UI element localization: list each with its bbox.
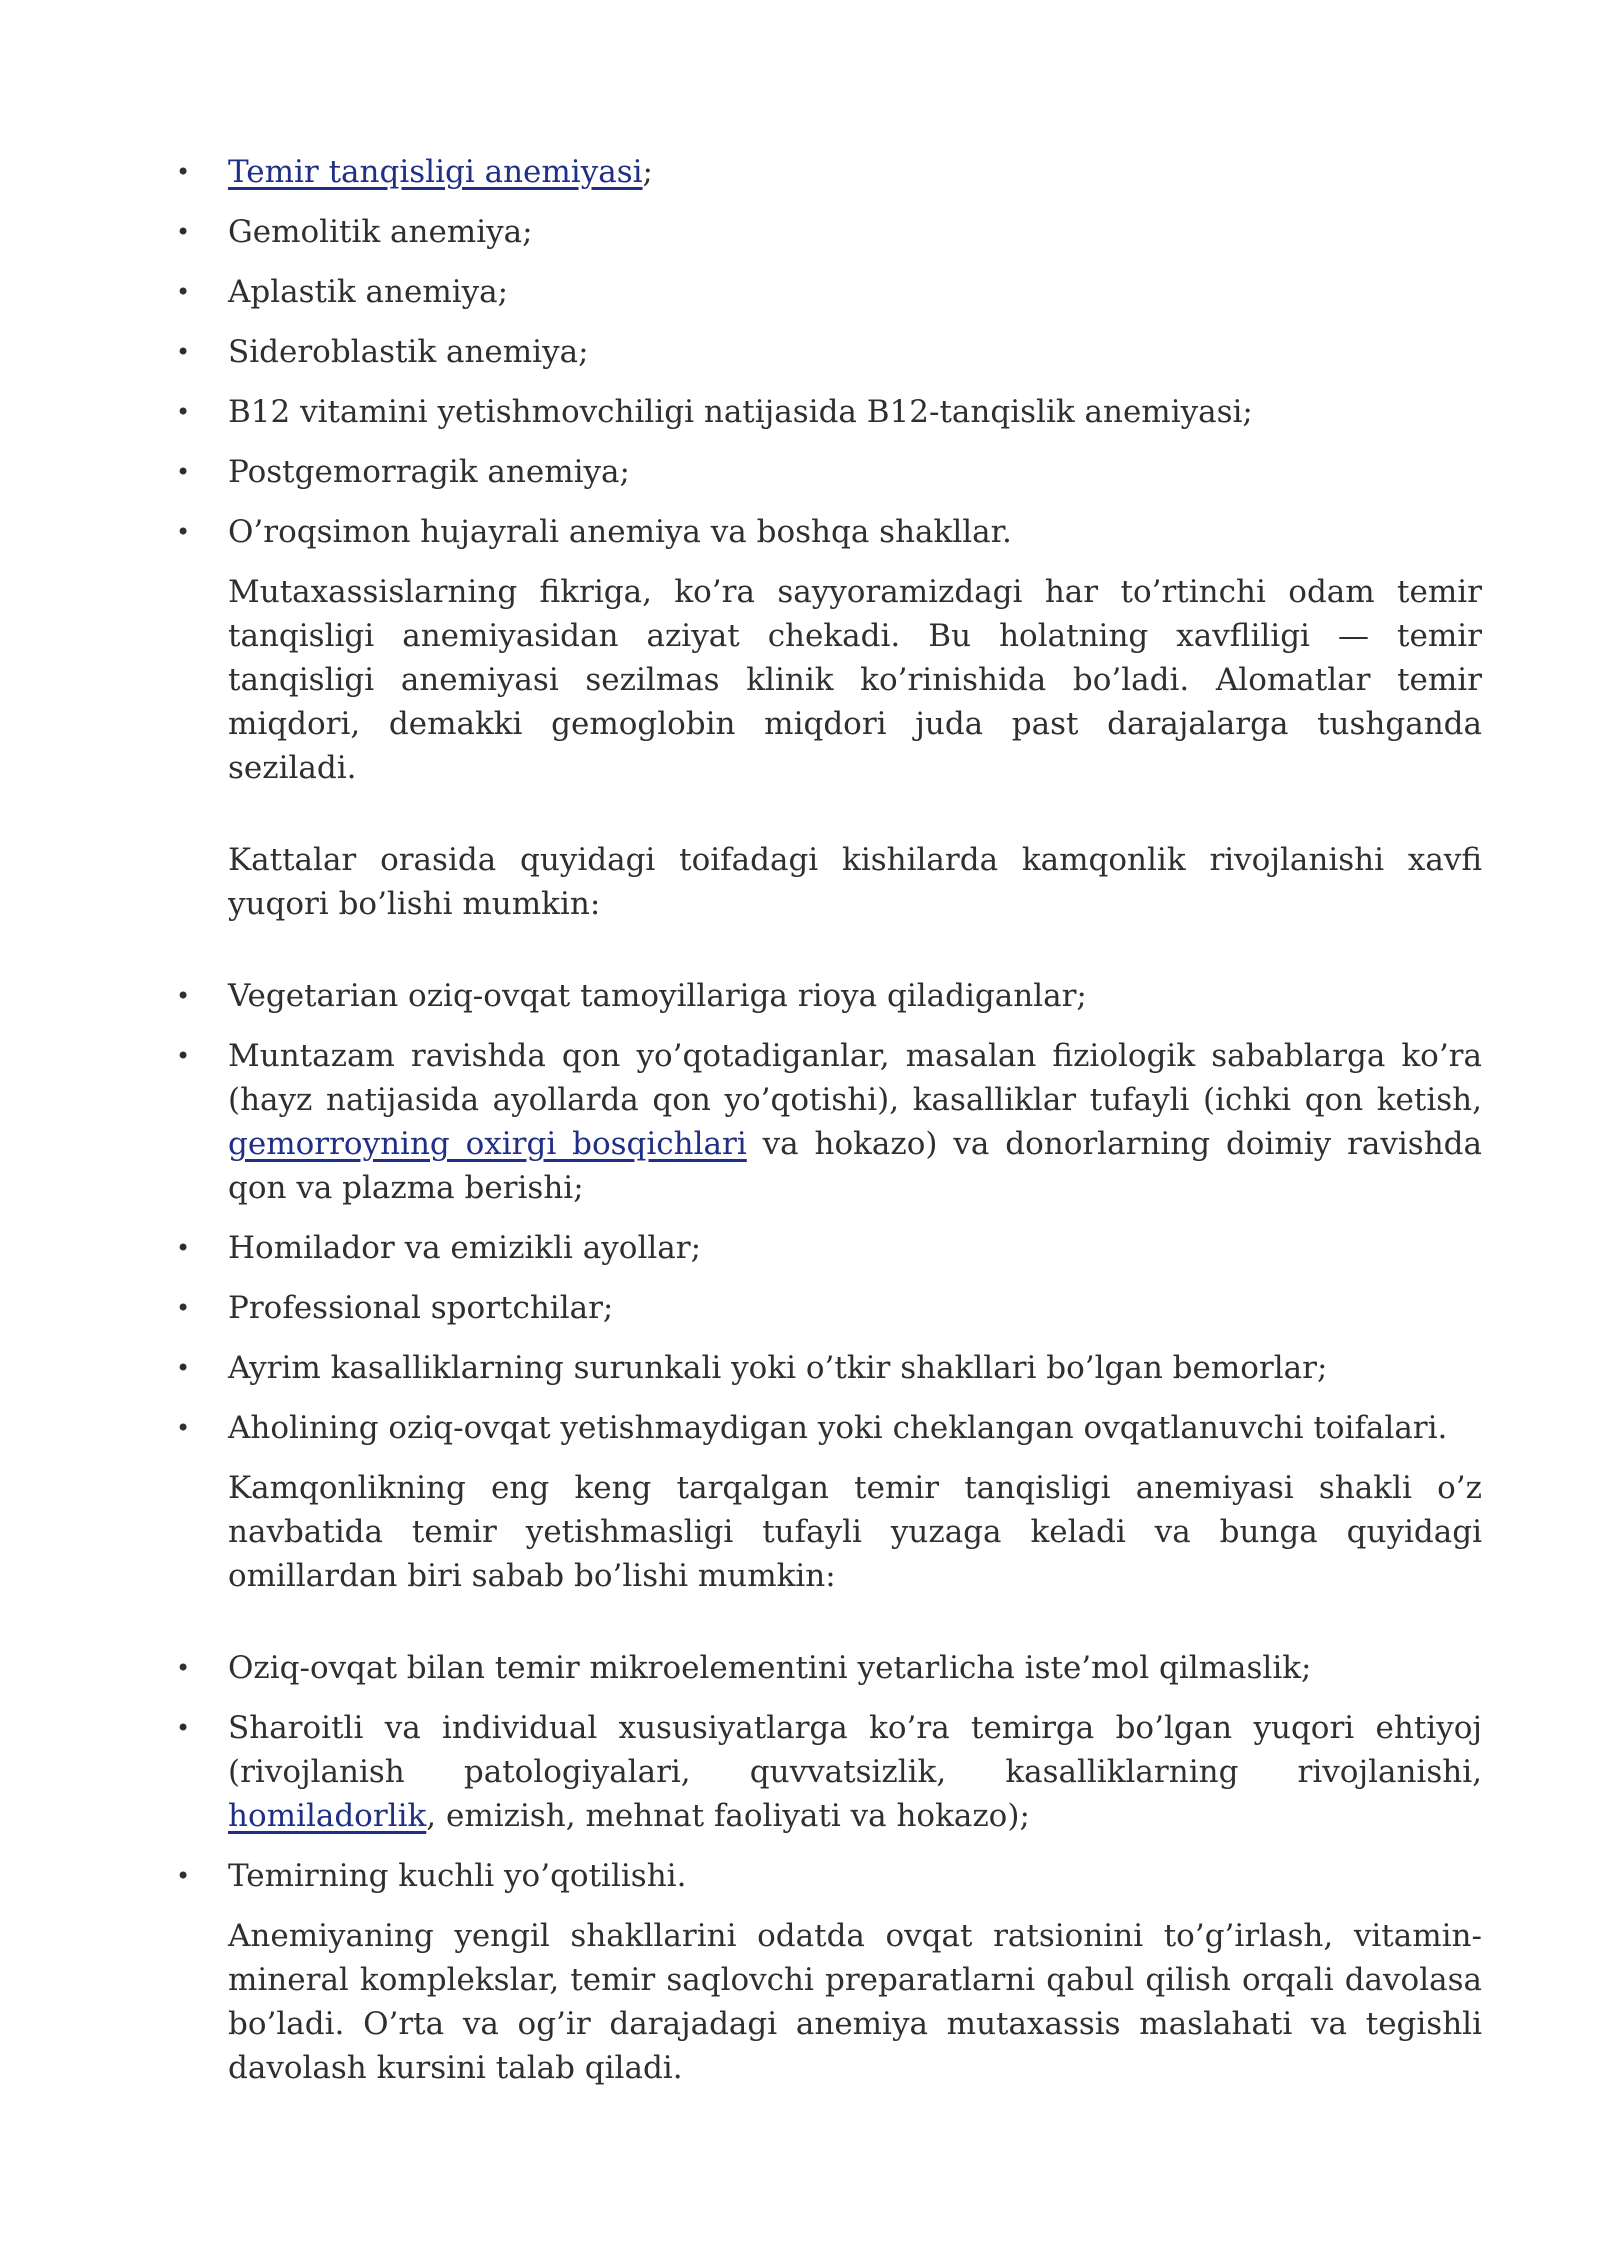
list-item [0, 210, 1600, 254]
list-item-text: Oziq-ovqat bilan temir mikroelementini yetarlicha iste’mol qilmaslik; [228, 1650, 1312, 1686]
list-item [0, 1034, 1600, 1210]
bullet: • [176, 1294, 191, 1322]
bullet: • [176, 1654, 191, 1682]
iron-deficiency-anemia-link[interactable]: Temir tanqisligi anemiyasi [228, 154, 643, 190]
list-item [0, 1646, 1600, 1690]
paragraph-expert-opinion: Mutaxassislarning fikriga, ko’ra sayyoramizdagi har to’rtinchi odam temir tanqisligi anemiyasidan aziyat chekadi. Bu holatning xavfliligi — temir tanqisligi anemiyasi sezilmas klinik ko’rinishida bo’ladi. Alomatlar temir miqdori, demakki gemoglobin miqdori juda past darajalarga tushganda seziladi. [228, 574, 1482, 786]
list-item [0, 1706, 1600, 1838]
bullet: • [176, 1414, 191, 1442]
list-item-text: ; [642, 154, 653, 190]
list-item [0, 1854, 1600, 1898]
list-item [0, 450, 1600, 494]
bullet: • [176, 1862, 191, 1890]
list-item-text: Homilador va emizikli ayollar; [228, 1230, 702, 1266]
anemia-types-list [0, 150, 1600, 554]
list-item [0, 974, 1600, 1018]
list-item [0, 270, 1600, 314]
bullet: • [176, 398, 191, 426]
list-item-text: Gemolitik anemiya; [228, 214, 533, 250]
list-item-text: Aholining oziq-ovqat yetishmaydigan yoki cheklangan ovqatlanuvchi toifalari. [228, 1410, 1448, 1446]
bullet: • [176, 1714, 191, 1742]
hemorrhoids-stages-link[interactable]: gemorroyning oxirgi bosqichlari [228, 1126, 747, 1162]
list-item [0, 1346, 1600, 1390]
risk-groups-list [0, 974, 1600, 1450]
bullet: • [176, 982, 191, 1010]
list-item-text: Vegetarian oziq-ovqat tamoyillariga rioya qiladiganlar; [228, 978, 1087, 1014]
list-item-text: B12 vitamini yetishmovchiligi natijasida B12-tanqislik anemiyasi; [228, 394, 1253, 430]
bullet: • [176, 218, 191, 246]
bullet: • [176, 1234, 191, 1262]
bullet: • [176, 518, 191, 546]
list-item [0, 1226, 1600, 1270]
list-item-text: Professional sportchilar; [228, 1290, 614, 1326]
list-item-text: Temirning kuchli yo’qotilishi. [228, 1858, 687, 1894]
list-item [0, 1286, 1600, 1330]
list-item-text: Ayrim kasalliklarning surunkali yoki o’tkir shakllari bo’lgan bemorlar; [228, 1350, 1328, 1386]
bullet: • [176, 1354, 191, 1382]
list-item-text: Postgemorragik anemiya; [228, 454, 630, 490]
paragraph-risk-groups-intro: Kattalar orasida quyidagi toifadagi kishilarda kamqonlik rivojlanishi xavfi yuqori bo’lishi mumkin: [228, 842, 1482, 922]
list-item-text: Muntazam ravishda qon yo’qotadiganlar, masalan fiziologik sabablarga ko’ra (hayz natijasida ayollarda qon yo’qotishi), kasalliklar tufayli (ichki qon ketish, [228, 1038, 1482, 1118]
document-body [0, 150, 1600, 2090]
list-item [0, 1406, 1600, 1450]
list-item [0, 390, 1600, 434]
bullet: • [176, 158, 191, 186]
bullet: • [176, 458, 191, 486]
bullet: • [176, 338, 191, 366]
list-item-text: va hokazo) va donorlarning doimiy ravishda qon va plazma berishi; [228, 1126, 1482, 1206]
list-item-text: Aplastik anemiya; [228, 274, 509, 310]
list-item-text: O’roqsimon hujayrali anemiya va boshqa shakllar. [228, 514, 1012, 550]
bullet: • [176, 1042, 191, 1070]
paragraph-treatment: Anemiyaning yengil shakllarini odatda ovqat ratsionini to’g’irlash, vitamin-mineral komplekslar, temir saqlovchi preparatlarni qabul qilish orqali davolasa bo’ladi. O’rta va og’ir darajadagi anemiya mutaxassis maslahati va tegishli davolash kursini talab qiladi. [228, 1918, 1482, 2086]
list-item-text: , emizish, mehnat faoliyati va hokazo); [426, 1798, 1030, 1834]
list-item-text: Sideroblastik anemiya; [228, 334, 589, 370]
list-item [0, 330, 1600, 374]
list-item [0, 510, 1600, 554]
bullet: • [176, 278, 191, 306]
list-item-text: Sharoitli va individual xususiyatlarga ko’ra temirga bo’lgan yuqori ehtiyoj (rivojlanish patologiyalari, quvvatsizlik, kasalliklarning rivojlanishi, [228, 1710, 1482, 1790]
list-item [0, 150, 1600, 194]
pregnancy-link[interactable]: homiladorlik [228, 1798, 427, 1834]
paragraph-iron-deficiency-causes-intro: Kamqonlikning eng keng tarqalgan temir tanqisligi anemiyasi shakli o’z navbatida temir yetishmasligi tufayli yuzaga keladi va bunga quyidagi omillardan biri sabab bo’lishi mumkin: [228, 1470, 1482, 1594]
iron-deficiency-causes-list [0, 1646, 1600, 1898]
